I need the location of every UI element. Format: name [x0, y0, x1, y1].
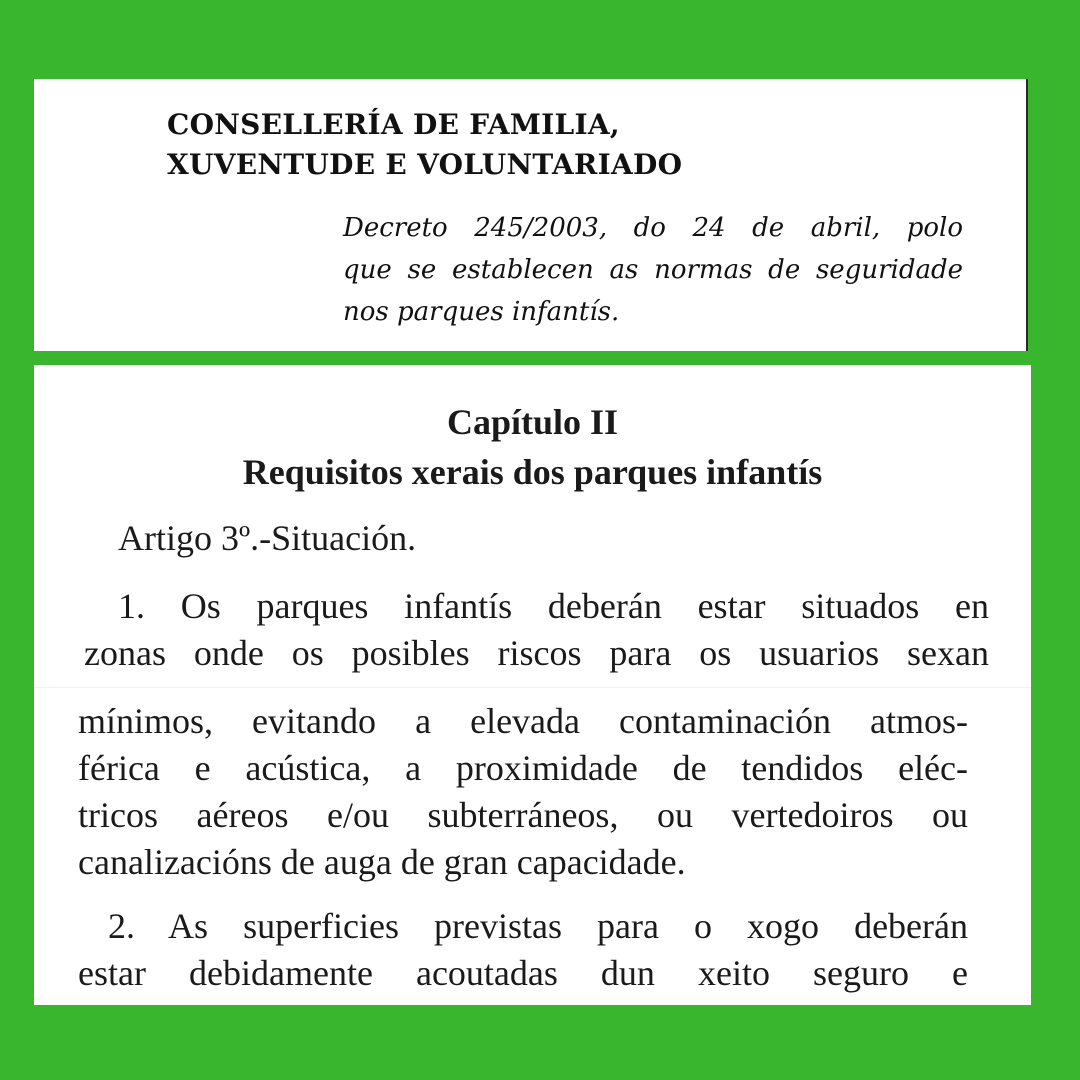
decree-title — [343, 207, 963, 333]
decree-line: Decreto 245/2003, do 24 de abril, polo — [343, 213, 963, 243]
chapter-title: Requisitos xerais dos parques infantís — [242, 452, 823, 492]
paragraph-line: estar debidamente acoutadas dun xeito seguro e — [78, 953, 968, 993]
department-title — [167, 105, 682, 185]
paragraph-2 — [78, 903, 968, 997]
paragraph-line: mínimos, evitando a elevada contaminación atmos- — [78, 701, 968, 741]
scan-seam-divider — [34, 687, 1031, 688]
department-line: XUVENTUDE E VOLUNTARIADO — [167, 148, 683, 181]
paragraph-line: férica e acústica, a proximidade de tendidos eléc- — [78, 748, 968, 788]
paragraph-line: 1. Os parques infantís deberán estar situados en — [118, 586, 989, 626]
paragraph-line: canalizacións de auga de gran capacidade. — [78, 842, 686, 882]
decree-line: que se establecen as normas de seguridade — [343, 255, 963, 285]
paragraph-line: zonas onde os posibles riscos para os usuarios sexan — [84, 633, 989, 673]
paragraph-1 — [84, 583, 989, 677]
chapter-number: Capítulo II — [446, 402, 619, 442]
text-excerpt-card — [34, 365, 1031, 1005]
header-card — [34, 79, 1028, 351]
article-heading: Artigo 3º.-Situación. — [118, 518, 417, 558]
paragraph-line: tricos aéreos e/ou subterráneos, ou vertedoiros ou — [78, 795, 968, 835]
paragraph-line: 2. As superficies previstas para o xogo deberán — [108, 906, 968, 946]
chapter-heading — [34, 397, 1031, 497]
decree-line: nos parques infantís. — [343, 297, 620, 327]
paragraph-1-continued — [78, 698, 968, 886]
department-line: CONSELLERÍA DE FAMILIA, — [167, 108, 620, 141]
